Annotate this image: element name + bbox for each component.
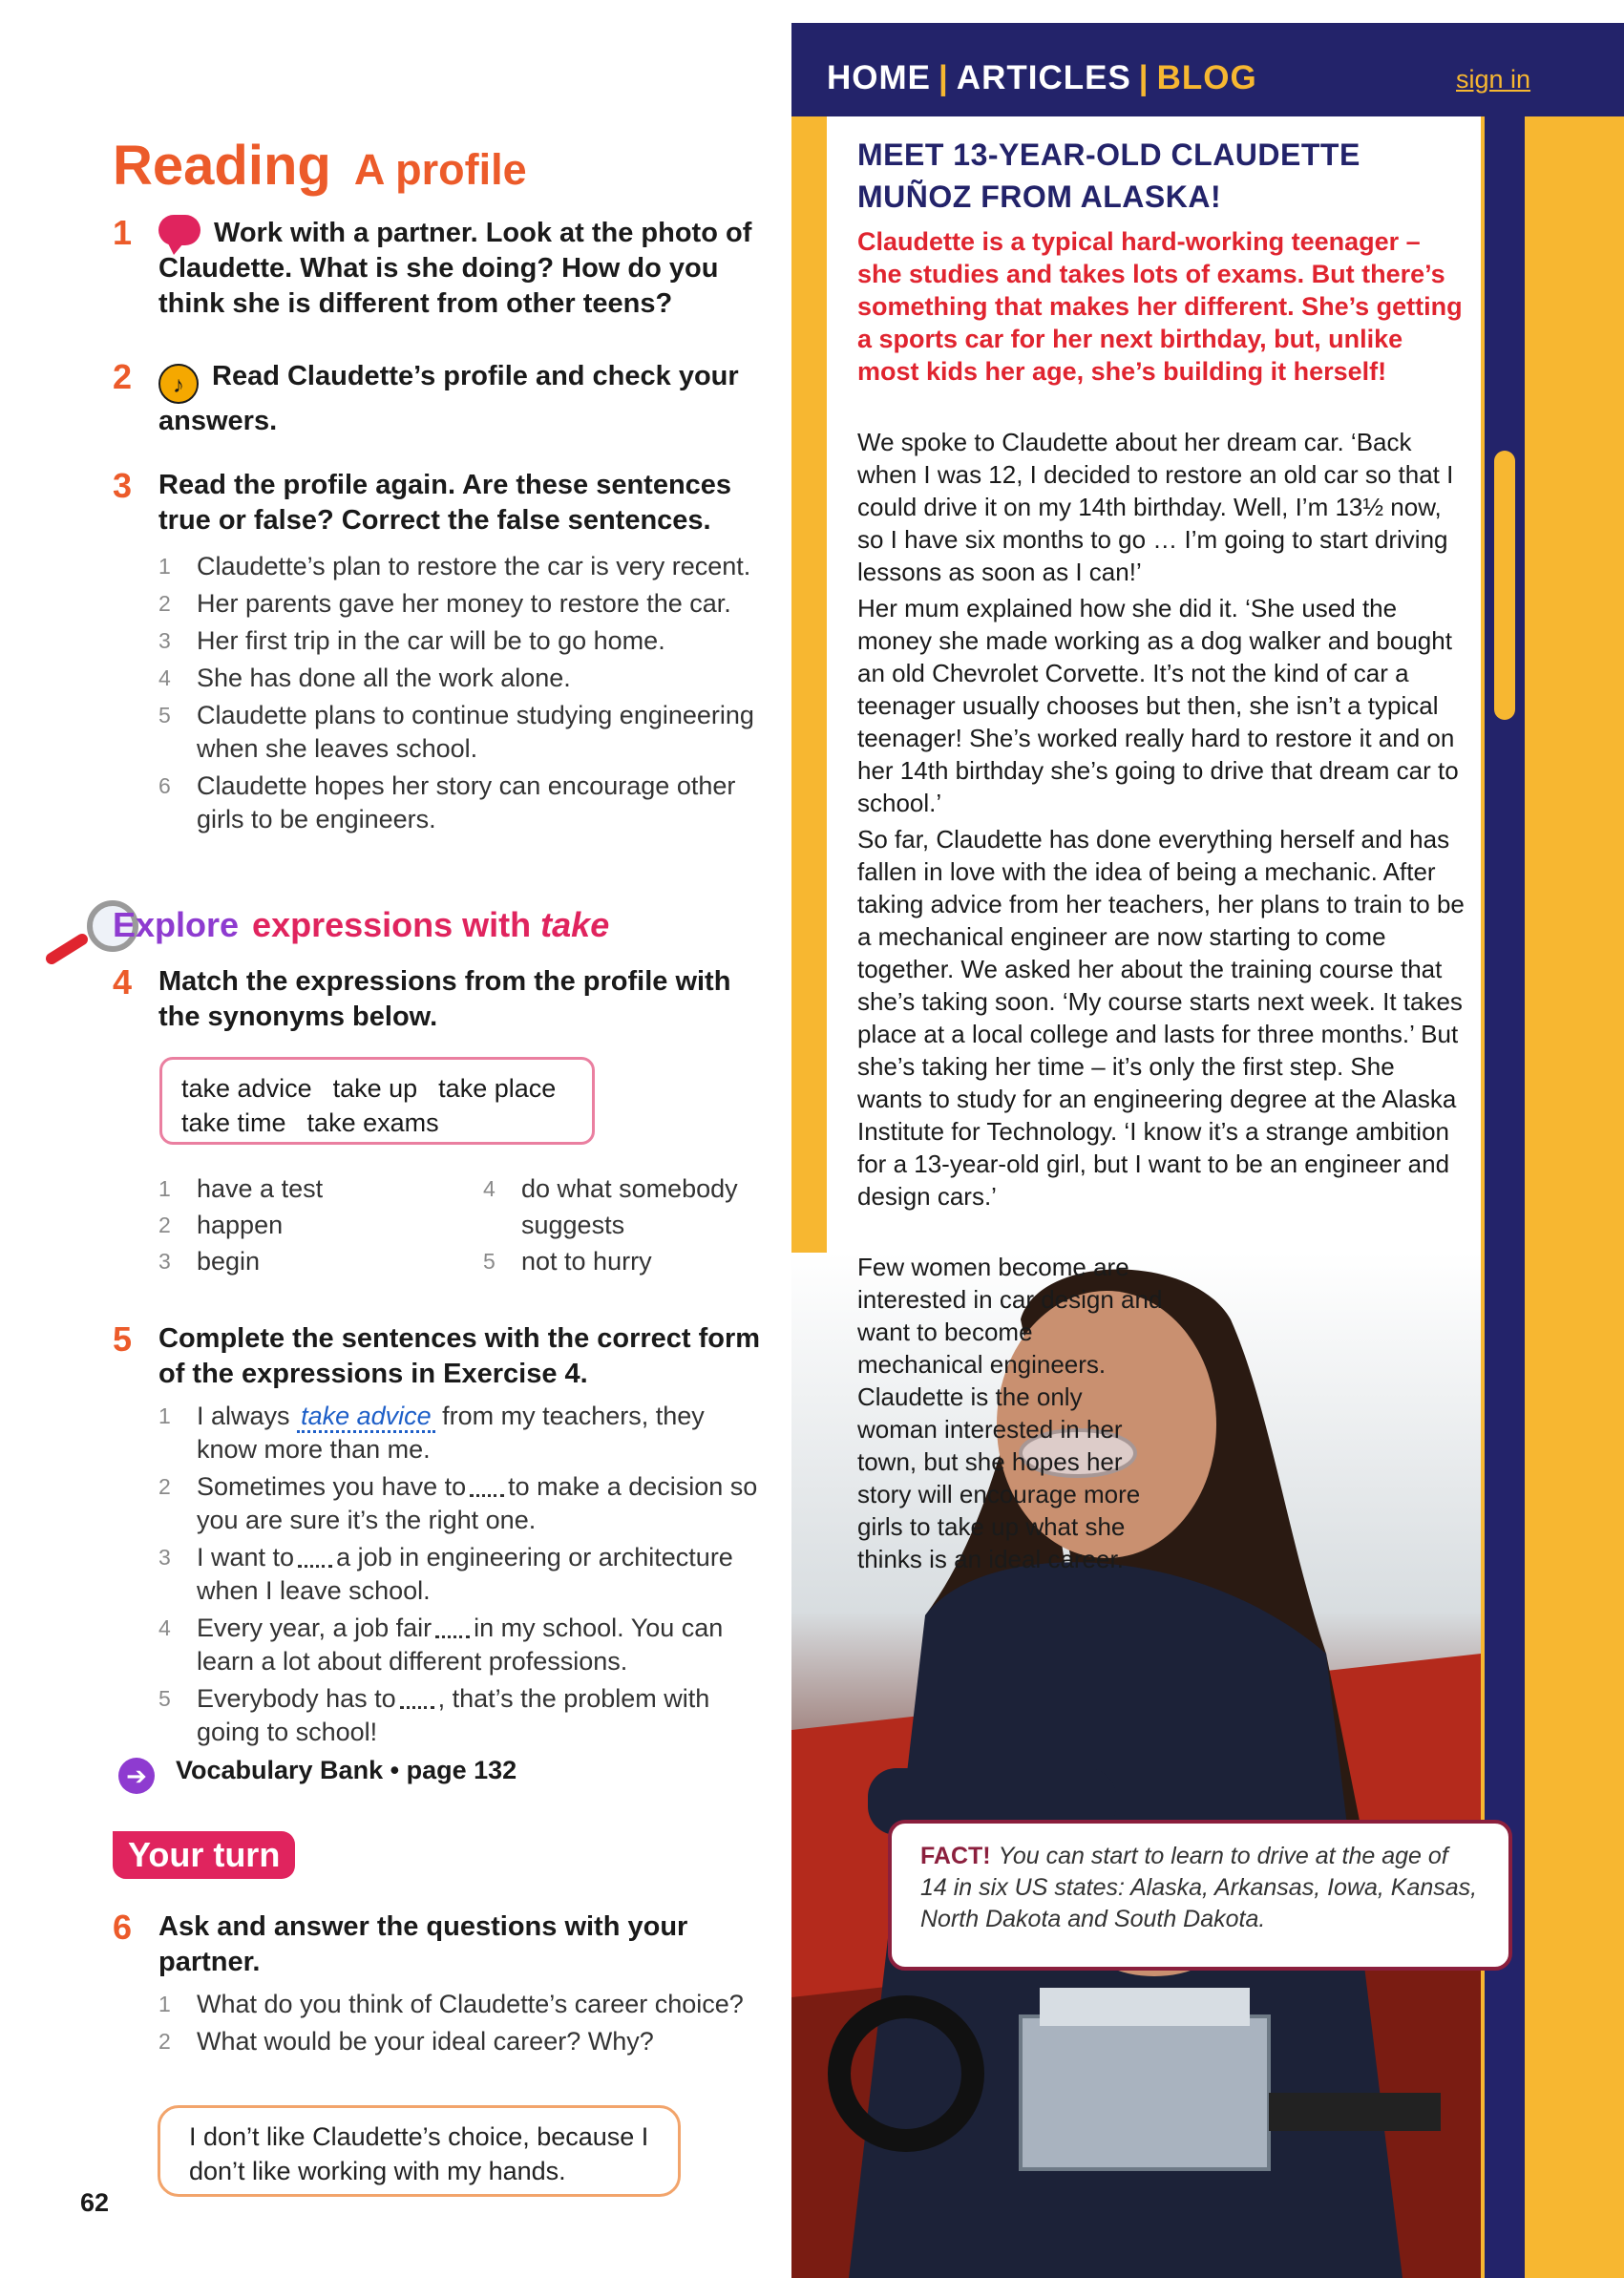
- article-paragraph: Few women become are interested in car design and want to become mechanical engineers. Claudette is the only woman interested in her town, but she hopes her story will encourage more girls to take up what she thinks is an ideal career.: [857, 1253, 1163, 1573]
- list-item: [483, 1243, 770, 1279]
- list-item: [158, 587, 762, 621]
- article-title: MEET 13-YEAR-OLD CLAUDETTE MUÑOZ FROM ALASKA!: [857, 137, 1360, 214]
- nav-articles[interactable]: ARTICLES: [956, 59, 1131, 96]
- expression: take up: [332, 1074, 418, 1103]
- exercise-instruction: Read the profile again. Are these sentences true or false? Correct the false sentences.: [158, 470, 732, 536]
- item-text: Claudette hopes her story can encourage other girls to be engineers.: [197, 771, 736, 833]
- article-paragraph: Her mum explained how she did it. ‘She used the money she made working as a dog walker and bought an old Chevrolet Corvette. It’s not the kind of car a teenager usually chooses but then, she isn’t a typical teenager! She’s worked really hard to restore it and on her 14th birthday she’s going to drive that dream car to school.’: [857, 594, 1459, 817]
- expression: take place: [438, 1074, 557, 1103]
- synonym-list: [158, 1171, 445, 1279]
- item-number: 4: [158, 1615, 171, 1640]
- nav-menu: [827, 59, 1257, 97]
- item-number: 5: [158, 1686, 171, 1711]
- list-item: [158, 1207, 445, 1243]
- list-item: [158, 1541, 762, 1608]
- fact-box: [888, 1820, 1512, 1971]
- list-item: [158, 1470, 762, 1537]
- item-number: 3: [158, 1545, 171, 1570]
- speech-bubble-icon: [158, 215, 200, 245]
- explore-topic: expressions with: [252, 905, 532, 944]
- list-item: [158, 1612, 762, 1678]
- scrollbar-thumb[interactable]: [1494, 451, 1515, 720]
- article-paragraph: We spoke to Claudette about her dream car. ‘Back when I was 12, I decided to restore an old car so that I could drive it on my 14th birthday. Well, I’m 13½ now, so I have six months to go … I’m going to start driving lessons as soon as I can!’: [857, 428, 1454, 586]
- item-text: I want to: [197, 1543, 295, 1571]
- page-number: 62: [80, 2188, 110, 2217]
- list-item: [158, 1171, 445, 1207]
- exercise-2: [113, 359, 762, 439]
- explore-keyword: take: [540, 905, 610, 944]
- fact-label: FACT!: [920, 1843, 991, 1869]
- item-text: have a test: [197, 1174, 324, 1203]
- section-title-main: Reading: [113, 135, 331, 197]
- item-text: Everybody has to: [197, 1684, 396, 1713]
- explore-label: Explore: [113, 905, 240, 944]
- vocab-label: Vocabulary Bank: [176, 1756, 384, 1784]
- list-item: [158, 1682, 762, 1749]
- nav-separator: |: [939, 59, 949, 96]
- list-item: [158, 699, 762, 766]
- exercise-instruction: Complete the sentences with the correct form of the expressions in Exercise 4.: [158, 1323, 761, 1389]
- item-number: 5: [483, 1249, 496, 1274]
- answer-blank[interactable]: [435, 1635, 470, 1638]
- exercise-number: 3: [113, 466, 133, 505]
- nav-blog[interactable]: BLOG: [1156, 59, 1257, 96]
- item-text: Her parents gave her money to restore the car.: [197, 589, 731, 618]
- item-text: Claudette plans to continue studying engineering when she leaves school.: [197, 701, 754, 763]
- exercise-1: [113, 215, 762, 322]
- exercise-number: 5: [113, 1319, 133, 1359]
- answer-example: take advice: [297, 1402, 435, 1433]
- exercise-number: 6: [113, 1908, 133, 1947]
- item-number: 1: [158, 1992, 171, 2016]
- item-number: 3: [158, 628, 171, 653]
- item-text: Her first trip in the car will be to go home.: [197, 626, 665, 655]
- item-text: What would be your ideal career? Why?: [197, 2027, 654, 2056]
- expression-box: [159, 1057, 595, 1145]
- exercise-6: [113, 1909, 762, 2062]
- list-item: [158, 550, 762, 583]
- list-item: [158, 1243, 445, 1279]
- expression: take time: [181, 1108, 286, 1137]
- article-lead: Claudette is a typical hard-working teenager – she studies and takes lots of exams. But there’s something that makes her different. She’s getting a sports car for her next birthday, but, unlike most kids her age, she’s building it herself!: [857, 227, 1463, 386]
- answer-blank[interactable]: [470, 1494, 504, 1497]
- list-item: [483, 1171, 770, 1243]
- list-item: [158, 770, 762, 836]
- exercise-number: 4: [113, 962, 133, 1002]
- item-text: , that’s the problem with going to school!: [197, 1684, 710, 1746]
- item-number: 6: [158, 773, 171, 798]
- exercise-instruction: Match the expressions from the profile with the synonyms below.: [158, 966, 731, 1032]
- list-item: [158, 1988, 762, 2021]
- item-text: Claudette’s plan to restore the car is very recent.: [197, 552, 751, 580]
- item-number: 3: [158, 1249, 171, 1274]
- section-subtitle: A profile: [353, 145, 527, 194]
- item-text: I always: [197, 1402, 290, 1430]
- answer-blank[interactable]: [400, 1706, 434, 1709]
- vocab-bullet: •: [390, 1756, 400, 1784]
- list-item: [158, 1400, 762, 1466]
- sign-in-link[interactable]: sign in: [1456, 65, 1531, 94]
- arrow-right-icon: ➔: [118, 1758, 155, 1794]
- answer-blank[interactable]: [298, 1565, 332, 1568]
- item-text: Every year, a job fair: [197, 1614, 432, 1642]
- exercise-3: [113, 468, 762, 840]
- list-item: [158, 624, 762, 658]
- item-text: in my school. You can learn a lot about different professions.: [197, 1614, 724, 1676]
- explore-heading: [113, 905, 609, 945]
- vocab-page: page 132: [406, 1756, 517, 1784]
- your-turn-badge: Your turn: [113, 1831, 295, 1879]
- item-number: 5: [158, 703, 171, 728]
- item-text: Sometimes you have to: [197, 1472, 467, 1501]
- expression: take exams: [306, 1108, 439, 1137]
- item-text: not to hurry: [521, 1247, 652, 1276]
- exercise-number: 1: [113, 213, 133, 252]
- item-number: 2: [158, 2029, 171, 2054]
- audio-speaker-icon[interactable]: ♪: [158, 364, 199, 404]
- item-text: What do you think of Claudette’s career choice?: [197, 1990, 744, 2018]
- synonym-list: [483, 1171, 770, 1279]
- fact-text: You can start to learn to drive at the age of 14 in six US states: Alaska, Arkansas, Iowa, Kansas, North Dakota and South Dakota.: [920, 1843, 1478, 1932]
- nav-separator: |: [1138, 59, 1149, 96]
- nav-home[interactable]: HOME: [827, 59, 931, 96]
- item-number: 4: [158, 665, 171, 690]
- item-text: She has done all the work alone.: [197, 664, 571, 692]
- example-speech-bubble: I don’t like Claudette’s choice, because I don’t like working with my hands.: [158, 2105, 681, 2197]
- exercise-number: 2: [113, 357, 133, 396]
- item-text: from my teachers, they know more than me.: [197, 1402, 705, 1464]
- article-paragraph: So far, Claudette has done everything herself and has fallen in love with the idea of being a mechanic. After taking advice from her teachers, her plans to train to be a mechanical engineer are now starting to come together. We asked her about the training course that she’s taking soon. ‘My course starts next week. It takes place at a local college and lasts for three months.’ But she’s taking her time – it’s only the first step. She wants to study for an engineering degree at the Alaska Institute for Technology. ‘I know it’s a strange ambition for a 13-year-old girl, but I want to be an engineer and design cars.’: [857, 825, 1465, 1211]
- item-number: 2: [158, 1474, 171, 1499]
- exercise-instruction: Work with a partner. Look at the photo of Claudette. What is she doing? How do you think she is different from other teens?: [158, 218, 752, 319]
- item-number: 2: [158, 1213, 171, 1237]
- exercise-4: [113, 964, 762, 1035]
- section-title: [113, 134, 527, 198]
- item-number: 1: [158, 1403, 171, 1428]
- list-item: [158, 662, 762, 695]
- item-text: do what somebody suggests: [521, 1174, 738, 1239]
- exercise-5: [113, 1321, 762, 1753]
- exercise-instruction: Read Claudette’s profile and check your answers.: [158, 361, 739, 436]
- item-text: begin: [197, 1247, 261, 1276]
- exercise-instruction: Ask and answer the questions with your partner.: [158, 1911, 688, 1977]
- expression: take advice: [181, 1074, 312, 1103]
- item-number: 1: [158, 1176, 171, 1201]
- list-item: [158, 2025, 762, 2058]
- vocabulary-bank-link[interactable]: [118, 1756, 517, 1794]
- item-number: 2: [158, 591, 171, 616]
- item-text: happen: [197, 1211, 284, 1239]
- item-number: 1: [158, 554, 171, 579]
- item-number: 4: [483, 1176, 496, 1201]
- item-text: a job in engineering or architecture when I leave school.: [197, 1543, 733, 1605]
- item-text: to make a decision so you are sure it’s the right one.: [197, 1472, 758, 1534]
